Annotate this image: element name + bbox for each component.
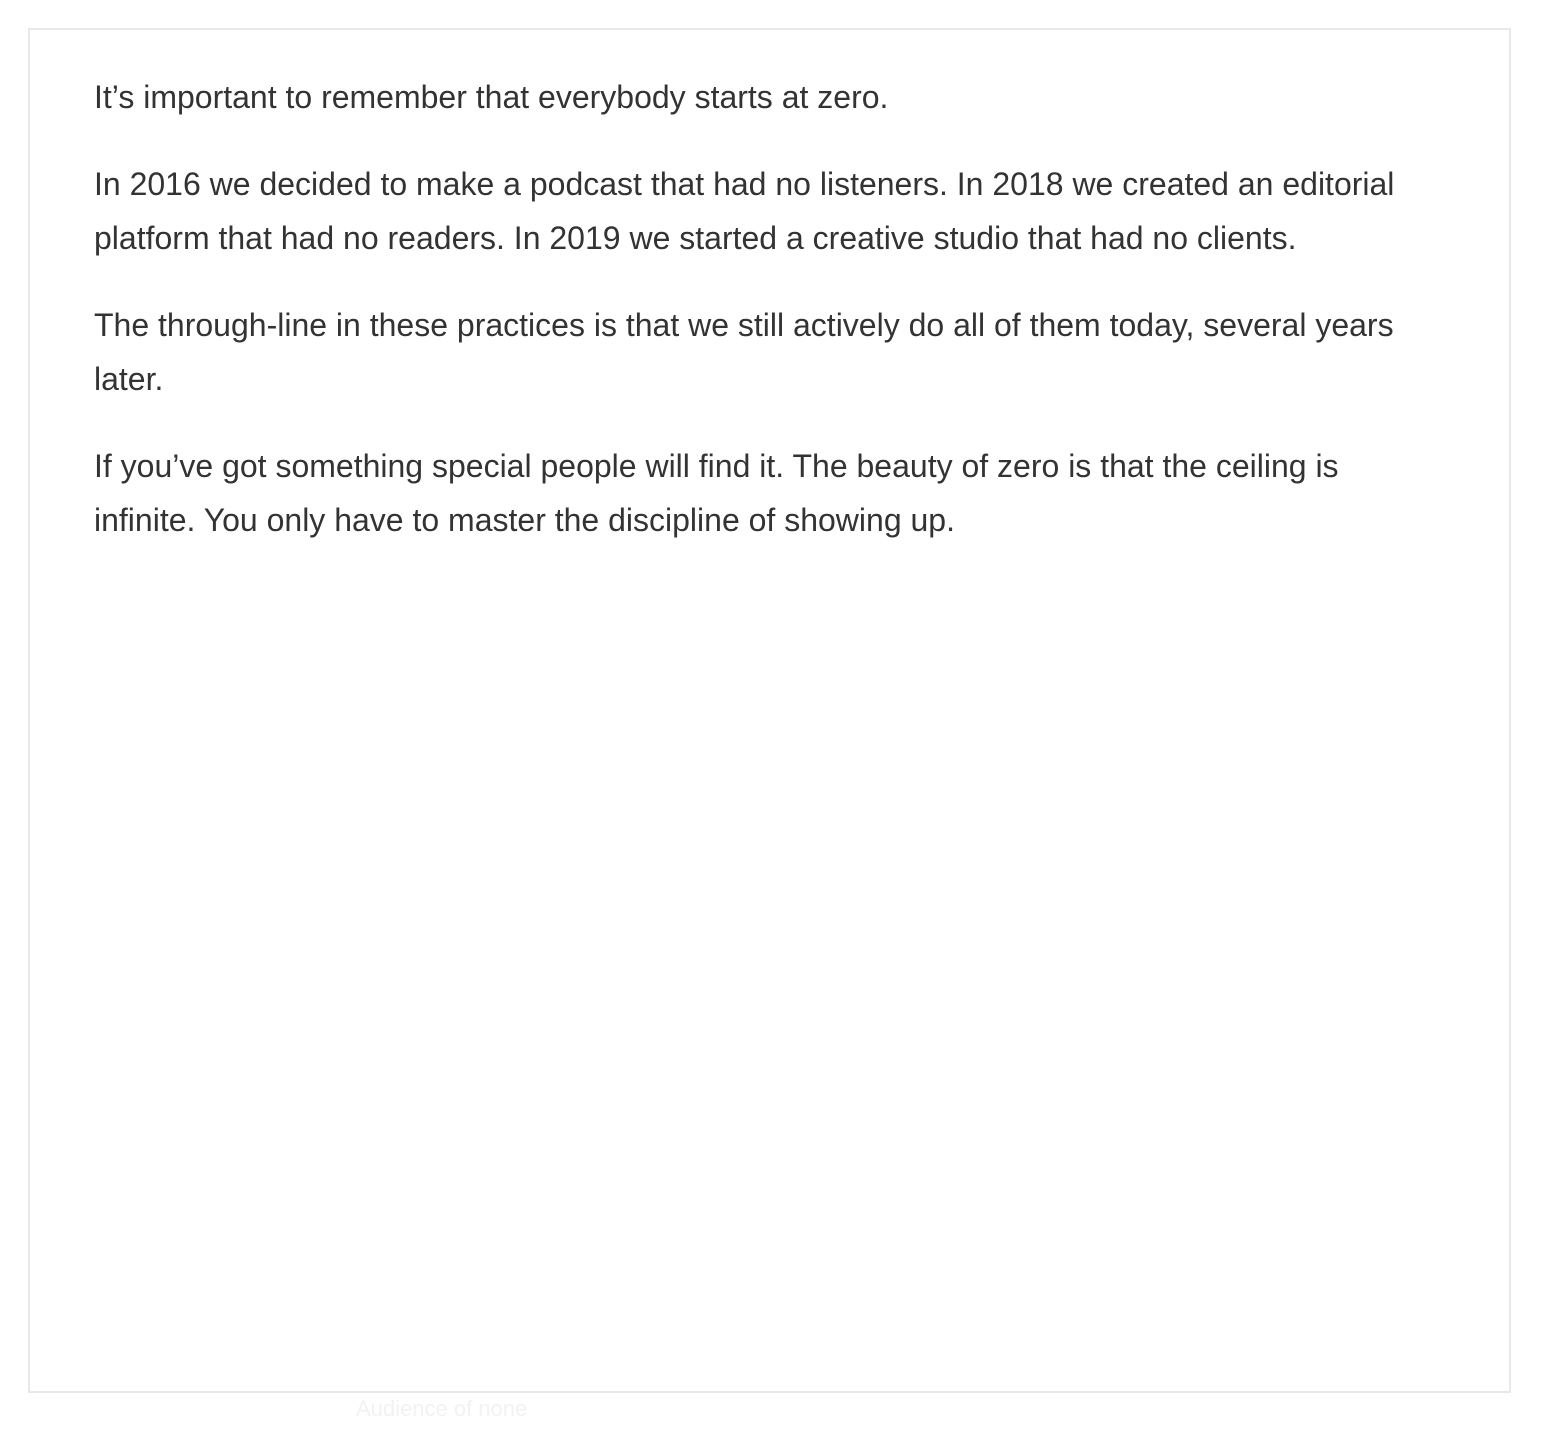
paragraph-2: In 2016 we decided to make a podcast that had no listeners. In 2018 we created an editorial platform that had no readers. In 2019 we started a creative studio that had no clients. xyxy=(94,166,1395,256)
paragraph-3: The through-line in these practices is that we still actively do all of them today, several years later. xyxy=(94,307,1394,397)
paragraph-1: It’s important to remember that everybody starts at zero. xyxy=(94,79,889,115)
article-card xyxy=(28,28,1511,1393)
article-body xyxy=(94,70,1424,580)
paragraph-4: If you’ve got something special people will find it. The beauty of zero is that the ceiling is infinite. You only have to master the discipline of showing up. xyxy=(94,448,1339,538)
background-caption: Audience of none xyxy=(356,1396,528,1421)
